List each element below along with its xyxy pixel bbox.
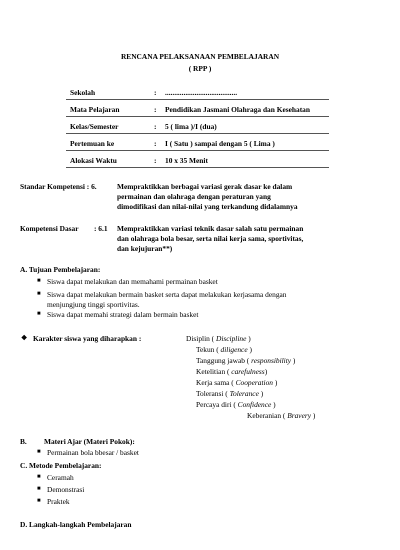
tujuan-item: Siswa dapat memahi strategi dalam bermain basket — [47, 310, 199, 319]
table-divider — [66, 133, 329, 134]
info-value-alokasi: 10 x 35 Menit — [165, 156, 208, 165]
karakter-item: Ketelitian ( carefulness) — [196, 367, 268, 376]
karakter-item: Kerja sama ( Cooperation ) — [196, 378, 278, 387]
info-value-mapel: Pendidikan Jasmani Olahraga dan Kesehatan — [165, 105, 310, 114]
karakter-item: Toleransi ( Tolerance ) — [196, 389, 264, 398]
info-value-pertemuan: I ( Satu ) sampai dengan 5 ( Lima ) — [165, 139, 275, 148]
info-sep: : — [154, 139, 157, 148]
kompetensi-line: dan olahraga bola besar, serta nilai kerja sama, sportivitas, — [117, 234, 304, 243]
info-value-sekolah: ....................................... — [165, 88, 238, 97]
standar-line: Mempraktikkan berbagai variasi gerak dasar ke dalam — [117, 182, 293, 191]
karakter-item: Percaya diri ( Confidence ) — [196, 400, 276, 409]
langkah-heading: D. Langkah-langkah Pembelajaran — [20, 520, 132, 529]
standar-label: Standar Kompetensi : 6. — [20, 182, 97, 191]
info-label-mapel: Mata Pelajaran — [70, 105, 120, 114]
standar-line: dimodifikasi dan nilai-nilai yang terkandung didalamnya — [117, 202, 298, 211]
info-label-pertemuan: Pertemuan ke — [70, 139, 115, 148]
kompetensi-code: : 6.1 — [94, 224, 108, 233]
standar-line: permainan dan olahraga dengan peraturan yang — [117, 192, 271, 201]
bullet-square-icon: ■ — [37, 474, 41, 480]
table-divider — [66, 116, 329, 117]
info-sep: : — [154, 156, 157, 165]
table-divider — [66, 167, 329, 168]
kompetensi-label: Kompetensi Dasar — [20, 224, 79, 233]
tujuan-item: Siswa dapat melakukan dan memahami permainan basket — [47, 277, 218, 286]
document-subtitle: ( RPP ) — [188, 64, 212, 73]
info-value-kelas: 5 ( lima )/I (dua) — [165, 122, 217, 131]
info-sep: : — [154, 88, 157, 97]
materi-item: Permainan bola bbesar / basket — [47, 448, 139, 457]
materi-letter: B. — [20, 437, 27, 446]
materi-heading: Materi Ajar (Materi Pokok): — [44, 437, 135, 446]
bullet-square-icon: ■ — [37, 311, 41, 317]
karakter-item: Disiplin ( Discipline ) — [186, 334, 251, 343]
metode-item: Praktek — [47, 497, 70, 506]
info-label-kelas: Kelas/Semester — [70, 122, 119, 131]
karakter-item: Tanggung jawab ( responsibility ) — [196, 356, 296, 365]
bullet-square-icon: ■ — [37, 291, 41, 297]
info-label-alokasi: Alokasi Waktu — [70, 156, 117, 165]
bullet-square-icon: ■ — [37, 486, 41, 492]
tujuan-item: Siswa dapat melakukan bermain basket serta dapat melakukan kerjasama dengan — [47, 290, 287, 299]
metode-heading: C. Metode Pembelajaran: — [20, 461, 102, 470]
info-sep: : — [154, 122, 157, 131]
tujuan-item-cont: menjungjung tinggi sportivitas. — [47, 300, 140, 309]
document-title: RENCANA PELAKSANAAN PEMBELAJARAN — [120, 52, 280, 61]
tujuan-heading: A. Tujuan Pembelajaran: — [20, 265, 101, 274]
karakter-item: Tekun ( diligence ) — [196, 345, 252, 354]
kompetensi-line: Mempraktikkan variasi teknik dasar salah satu permainan — [117, 224, 304, 233]
kompetensi-line: dan kejujuran**) — [117, 244, 173, 253]
karakter-item: Keberanian ( Bravery ) — [247, 411, 316, 420]
metode-item: Demonstrasi — [47, 485, 85, 494]
bullet-square-icon: ■ — [37, 278, 41, 284]
bullet-square-icon: ■ — [37, 498, 41, 504]
diamond-bullet-icon: ❖ — [21, 334, 28, 342]
bullet-square-icon: ■ — [37, 449, 41, 455]
metode-item: Ceramah — [47, 473, 74, 482]
karakter-heading: Karakter siswa yang diharapkan : — [33, 334, 142, 343]
table-divider — [66, 99, 329, 100]
table-divider — [66, 150, 329, 151]
info-sep: : — [154, 105, 157, 114]
info-label-sekolah: Sekolah — [70, 88, 96, 97]
